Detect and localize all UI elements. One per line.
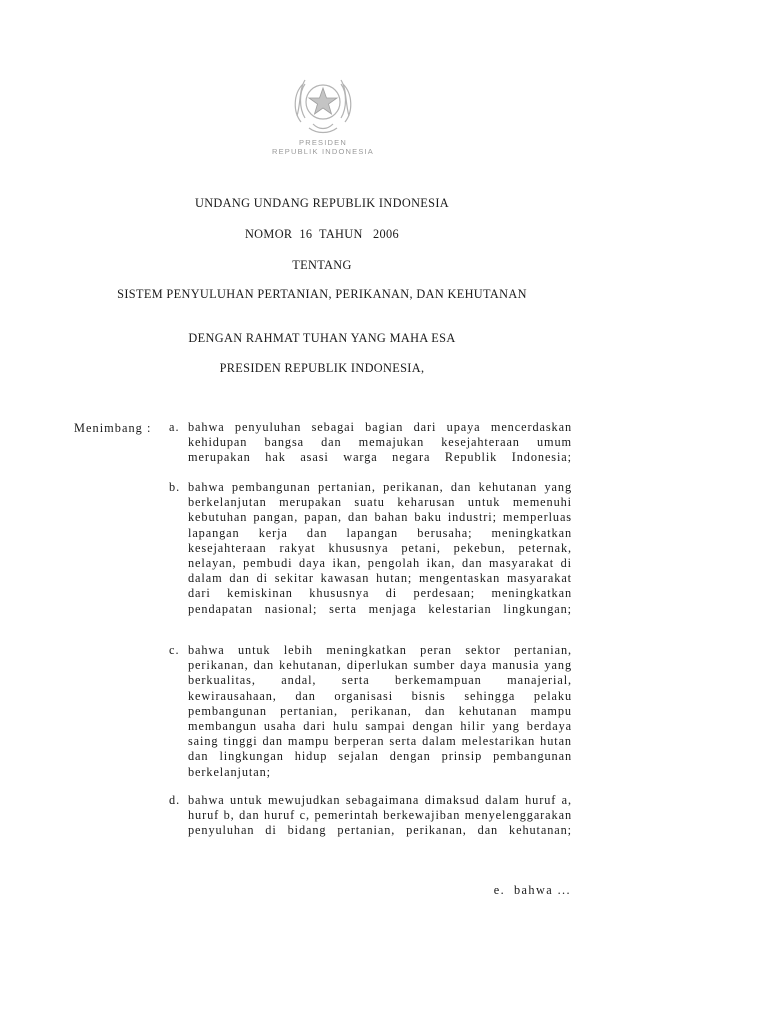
emblem-caption-line2: REPUBLIK INDONESIA xyxy=(271,147,375,156)
president-line: PRESIDEN REPUBLIK INDONESIA, xyxy=(219,361,425,375)
continuation-marker: e. bahwa ... xyxy=(493,883,571,897)
considering-item-c xyxy=(169,643,572,780)
garuda-seal-icon xyxy=(268,72,378,138)
item-text: bahwa pembangunan pertanian, perikanan, dan kehutanan yang berkelanjutan merupakan suatu keharusan untuk memenuhi kebutuhan pangan, papan, dan bahan baku industri; memperluas lapangan kerja dan lapangan berusaha; meningkatkan kesejahteraan rakyat khususnya petani, pekebun, peternak, nelayan, pembudi daya ikan, pengolah ikan, dan masyarakat di dalam dan di sekitar kawasan hutan; mengentaskan masyarakat dari kemiskinan khususnya di perdesaan; meningkatkan pendapatan nasional; serta menjaga kelestarian lingkungan; xyxy=(188,480,572,616)
considering-label: Menimbang : xyxy=(74,421,152,435)
item-text: bahwa untuk mewujudkan sebagaimana dimaksud dalam huruf a, huruf b, dan huruf c, pemerintah berkewajiban menyelenggarakan penyuluhan di bidang pertanian, perikanan, dan kehutanan; xyxy=(188,793,572,838)
about-heading: TENTANG xyxy=(292,258,352,272)
blessing-line: DENGAN RAHMAT TUHAN YANG MAHA ESA xyxy=(188,331,456,345)
law-number: NOMOR 16 TAHUN 2006 xyxy=(244,227,400,241)
law-subject: SISTEM PENYULUHAN PERTANIAN, PERIKANAN, DAN KEHUTANAN xyxy=(117,287,527,301)
item-letter: d. xyxy=(169,793,181,807)
law-title: UNDANG UNDANG REPUBLIK INDONESIA xyxy=(194,196,450,210)
considering-item-d xyxy=(169,793,572,839)
considering-item-b xyxy=(169,480,572,617)
item-letter: b. xyxy=(169,480,181,494)
considering-item-a xyxy=(169,420,572,466)
item-letter: c. xyxy=(169,643,180,657)
item-letter: a. xyxy=(169,420,180,434)
emblem-caption-line1: PRESIDEN xyxy=(299,138,347,147)
item-text: bahwa untuk lebih meningkatkan peran sektor pertanian, perikanan, dan kehutanan, diperlukan sumber daya manusia yang berkualitas, andal, serta berkemampuan manajerial, kewirausahaan, dan organisasi bisnis sehingga pelaku pembangunan pertanian, perikanan, dan kehutanan mampu membangun usaha dari hulu sampai dengan hilir yang berdaya saing tinggi dan mampu berperan serta dalam melestarikan hutan dan lingkungan hidup sejalan dengan prinsip pembangunan berkelanjutan; xyxy=(188,643,572,779)
presidential-emblem xyxy=(268,72,378,172)
item-text: bahwa penyuluhan sebagai bagian dari upaya mencerdaskan kehidupan bangsa dan memajukan kesejahteraan umum merupakan hak asasi warga negara Republik Indonesia; xyxy=(188,420,572,465)
